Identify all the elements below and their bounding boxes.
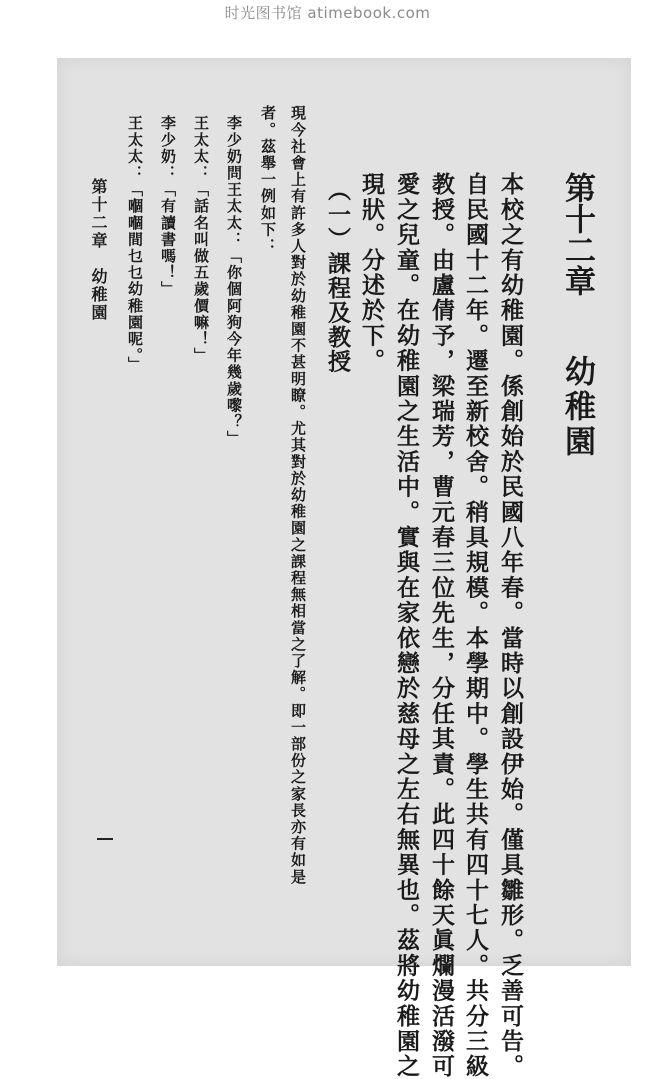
- section-heading: （一）課程及教授: [324, 178, 351, 374]
- dialogue-line-1: 李少奶問王太太：「你個阿狗今年幾歲嚟？」: [225, 115, 243, 447]
- page-number: [97, 838, 113, 840]
- body-column-4: 愛之兒童。在幼稚園之生活中。實與在家依戀於慈母之左右無異也。茲將幼稚園之: [393, 172, 420, 1079]
- body-column-2: 自民國十二年。遷至新校舍。稍具規模。本學期中。學生共有四十七人。共分三級: [462, 172, 489, 1079]
- body-column-5: 現狀。分述於下。: [358, 172, 385, 374]
- body-column-1: 本校之有幼稚園。係創始於民國八年春。當時以創設伊始。僅具雛形。乏善可告。: [497, 172, 524, 1079]
- chapter-title: 幼稚園: [559, 355, 595, 460]
- site-watermark: 时光图书馆 atimebook.com: [224, 4, 431, 22]
- text-column-2: 者。茲舉一例如下：: [259, 105, 277, 255]
- body-column-3: 教授。由盧倩予，梁瑞芳，曹元春三位先生，分任其責。此四十餘天眞爛漫活潑可: [428, 172, 455, 1079]
- text-column-1: 現今社會上有許多人對於幼稚園不甚明瞭。尤其對於幼稚園之課程無相當之了解。即一部份之家長亦有如是: [289, 105, 307, 886]
- chapter-number: 第十二章: [559, 172, 595, 296]
- dialogue-line-4: 王太太：「嗰嗰間乜乜幼稚園呢。」: [126, 115, 144, 374]
- running-footer: 第十二章 幼稚園: [89, 178, 108, 322]
- dialogue-line-3: 李少奶：「有讀書嗎！」: [159, 115, 177, 298]
- page-number-text: [97, 838, 98, 839]
- dialogue-line-2: 王太太：「話名叫做五歲價嘛！」: [192, 115, 210, 364]
